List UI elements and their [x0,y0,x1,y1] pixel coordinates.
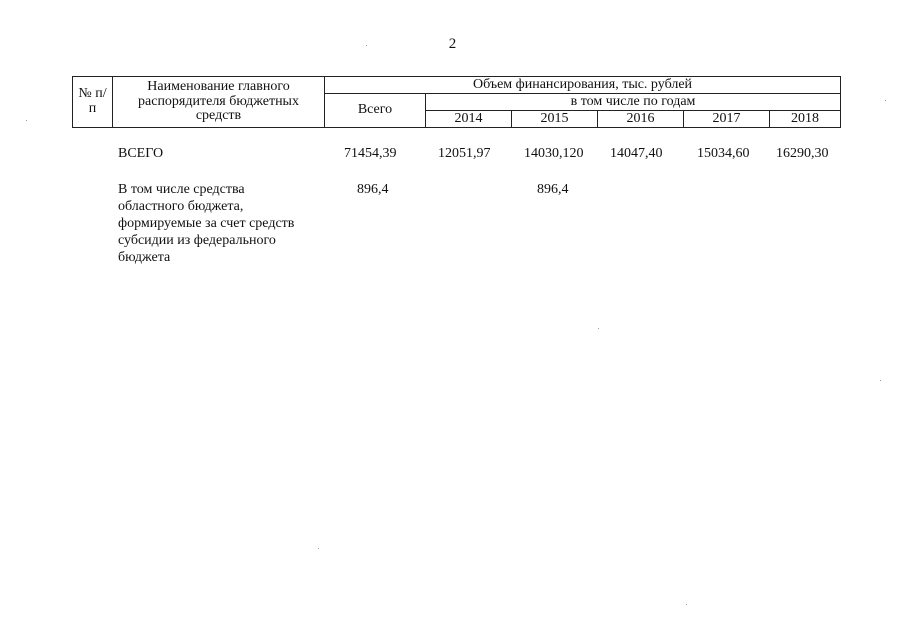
header-name-col: Наименование главного распорядителя бюджетных средств [113,77,325,128]
row-year-value: 14047,40 [610,146,663,161]
row-year-value: 12051,97 [438,146,491,161]
row-label [118,181,338,266]
row-label-line: субсидии из федерального [118,233,276,248]
row-label-line: областного бюджета, [118,199,244,214]
financing-header-table [72,76,841,128]
header-year: 2015 [512,111,598,128]
scan-speck [26,120,27,121]
table-row-total [0,145,905,163]
row-label-line: формируемые за счет средств [118,216,295,231]
header-total: Всего [325,94,426,128]
header-year: 2018 [770,111,841,128]
table-row-regional-budget [0,181,905,271]
scan-speck [686,604,687,605]
row-label-line: бюджета [118,250,171,265]
row-year-value: 14030,120 [524,146,584,161]
header-by-years: в том числе по годам [426,94,841,111]
row-year-value: 16290,30 [776,146,829,161]
row-year-value: 896,4 [537,182,569,197]
header-funding: Объем финансирования, тыс. рублей [325,77,841,94]
header-year: 2017 [684,111,770,128]
header-num-col: № п/п [73,77,113,128]
scan-speck [318,548,319,549]
scan-speck [880,380,881,381]
page-number: 2 [448,36,457,52]
scan-speck [366,45,367,46]
row-total-value: 896,4 [357,182,389,197]
scan-speck [885,100,886,101]
row-label-line: В том числе средства [118,182,245,197]
scan-speck [598,328,599,329]
row-year-value: 15034,60 [697,146,750,161]
header-year: 2014 [426,111,512,128]
header-year: 2016 [598,111,684,128]
row-total-value: 71454,39 [344,146,397,161]
row-label: ВСЕГО [118,146,164,161]
